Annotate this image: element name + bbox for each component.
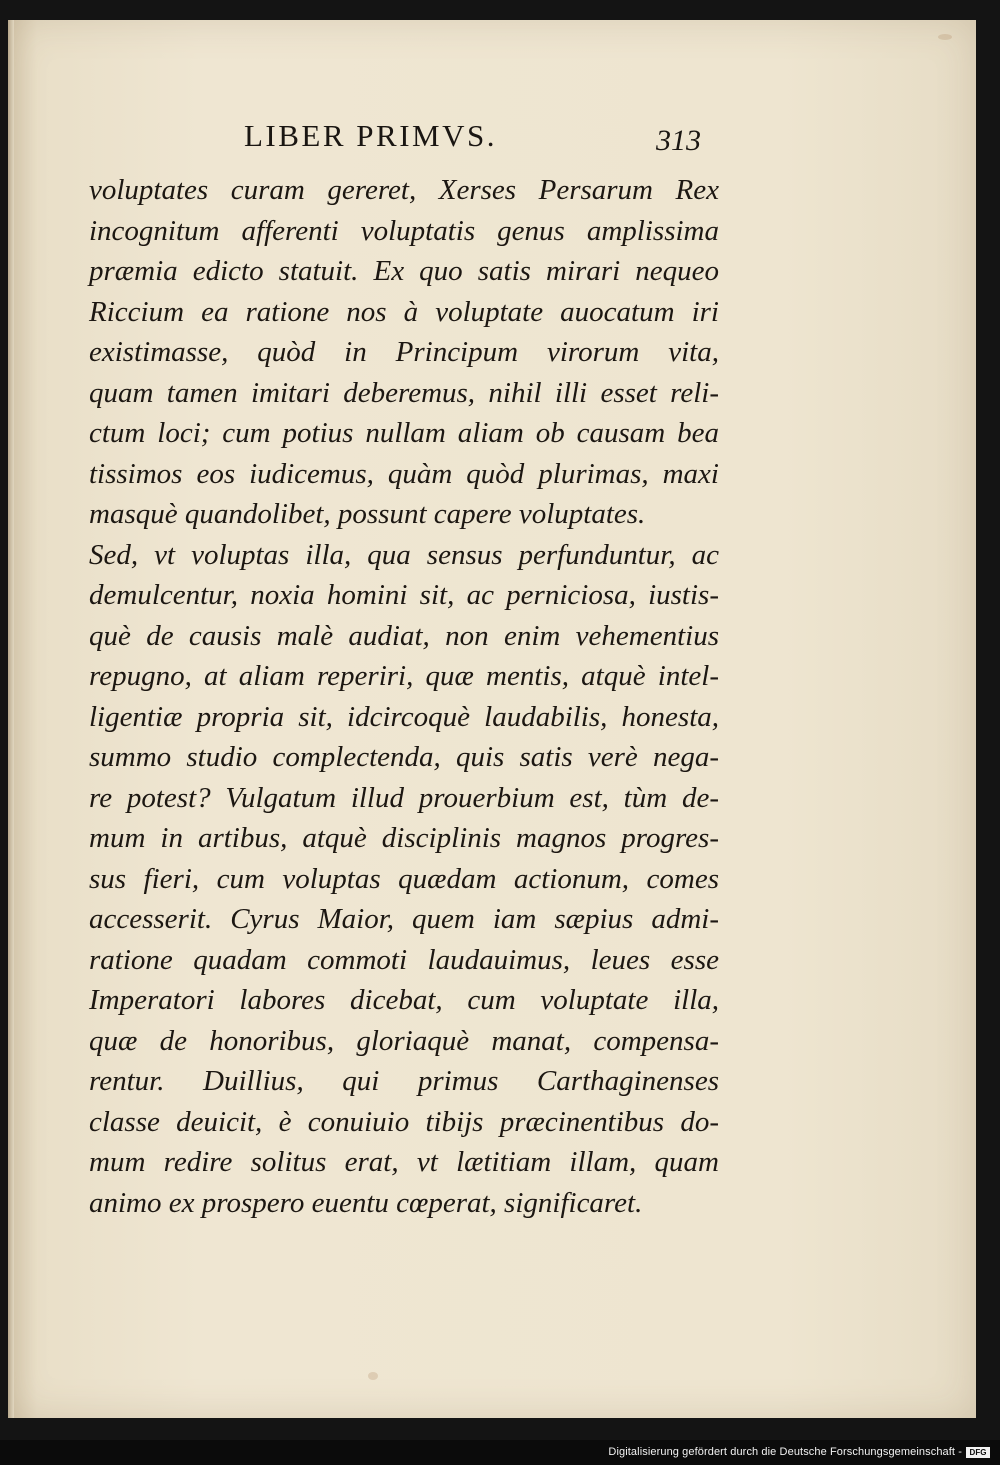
text-line: ratione quadam commoti laudauimus, leues esse: [89, 943, 719, 976]
paper-stain: [368, 1372, 378, 1380]
text-line: ligentiæ propria sit, idcircoquè laudabilis, honesta,: [89, 700, 719, 733]
running-title: LIBER PRIMVS.: [244, 118, 497, 153]
text-line: Riccium ea ratione nos à voluptate auocatum iri: [89, 295, 719, 328]
text-line: animo ex prospero euentu cœperat, significaret.: [89, 1186, 643, 1219]
text-line: existimasse, quòd in Principum virorum vita,: [89, 336, 719, 368]
text-line: demulcentur, noxia homini sit, ac perniciosa, iustis-: [89, 579, 719, 611]
text-line: præmia edicto statuit. Ex quo satis mirari nequeo: [89, 255, 719, 287]
text-line: accesserit. Cyrus Maior, quem iam sæpius admi-: [89, 903, 719, 935]
text-line: repugno, at aliam reperiri, quæ mentis, atquè intel-: [89, 660, 719, 692]
page-number: 313: [656, 124, 701, 157]
text-line: mum in artibus, atquè disciplinis magnos progres-: [89, 822, 719, 854]
text-line: mum redire solitus erat, vt lætitiam illam, quam: [89, 1146, 719, 1178]
body-text: [89, 170, 719, 1223]
text-line: què de causis malè audiat, non enim vehementius: [89, 619, 719, 652]
text-line: rentur. Duillius, qui primus Carthaginenses: [89, 1065, 719, 1097]
text-line: summo studio complectenda, quis satis verè nega-: [89, 741, 719, 773]
dfg-logo-icon: DFG: [966, 1447, 990, 1458]
text-line: voluptates curam gereret, Xerses Persarum Rex: [89, 174, 719, 206]
text-line: Sed, vt voluptas illa, qua sensus perfunduntur, ac: [89, 538, 719, 571]
text-line: classe deuicit, è conuiuio tibijs præcinentibus do-: [89, 1105, 719, 1138]
text-line: ctum loci; cum potius nullam aliam ob causam bea: [89, 417, 719, 449]
text-line: quæ de honoribus, gloriaquè manat, compensa-: [89, 1024, 719, 1057]
paper-stain: [938, 34, 952, 40]
text-line: quam tamen imitari deberemus, nihil illi esset reli-: [89, 376, 719, 409]
funding-credit: Digitalisierung gefördert durch die Deutsche Forschungsgemeinschaft -: [608, 1446, 962, 1458]
running-head: [8, 118, 976, 168]
page-edge: [8, 20, 14, 1418]
text-line: re potest? Vulgatum illud prouerbium est, tùm de-: [89, 781, 719, 814]
text-line: sus fieri, cum voluptas quædam actionum, comes: [89, 862, 719, 895]
text-line: Imperatori labores dicebat, cum voluptate illa,: [89, 984, 719, 1016]
text-line: masquè quandolibet, possunt capere voluptates.: [89, 498, 646, 530]
footer-bar: [0, 1440, 1000, 1465]
text-line: incognitum afferenti voluptatis genus amplissima: [89, 214, 719, 247]
book-page: [8, 20, 976, 1418]
text-line: tissimos eos iudicemus, quàm quòd plurimas, maxi: [89, 457, 719, 490]
